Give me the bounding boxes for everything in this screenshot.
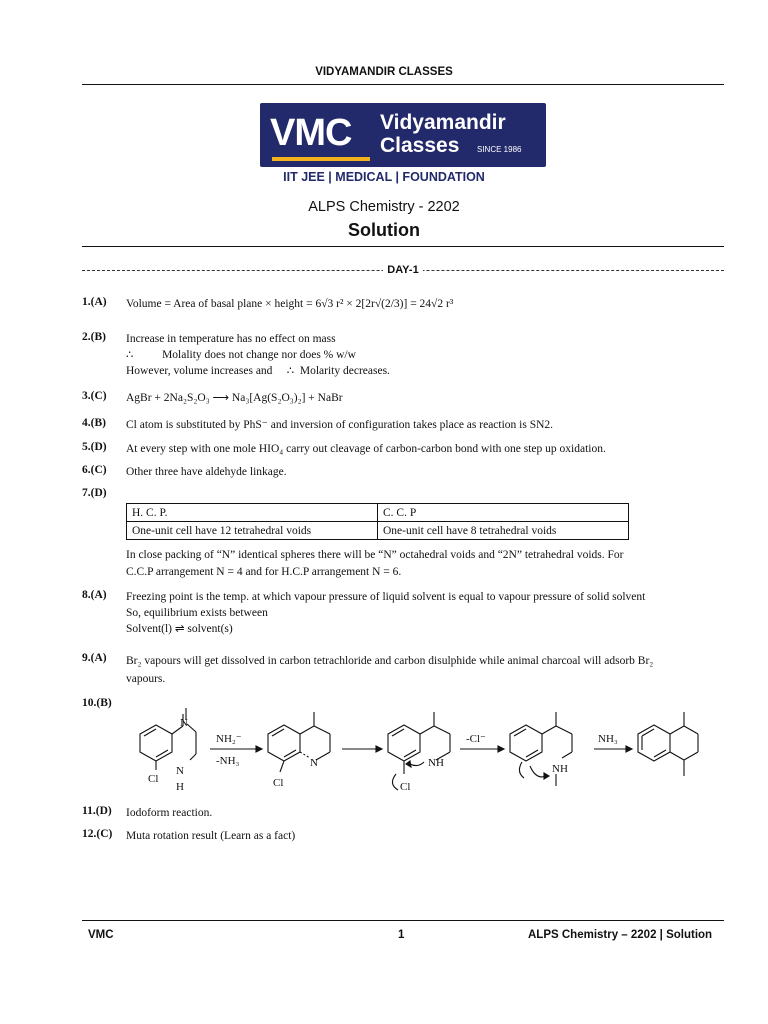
benzene-ring-1 [140,725,172,761]
answer-text: Muta rotation result (Learn as a fact) [126,830,296,842]
answer-number: 12.(C) [82,828,113,840]
answer-number: 10.(B) [82,697,112,709]
table-header-hcp: H. C. P. [127,504,378,522]
page-number: 1 [398,929,405,941]
answer-text: Volume = Area of basal plane × height = 6√3 r² × 2[2r√(2/3)] = 24√2 r³ [126,298,454,310]
answer-text: Cl atom is substituted by PhS⁻ and inversion of configuration takes place as reaction is SN2. [126,419,554,431]
nh-label-3: NH [428,757,444,769]
footer-rule [82,920,724,921]
header-rule [82,84,724,85]
chloro-label-2: Cl [273,777,284,789]
logo-mark: VMC [270,112,352,154]
footer-left: VMC [88,929,114,941]
chloro-label-1: Cl [148,773,159,785]
answer-number: 3.(C) [82,390,107,402]
table-cell-ccp: One-unit cell have 8 tetrahedral voids [378,522,629,540]
header-title: VIDYAMANDIR CLASSES [315,66,453,78]
reaction-scheme [118,704,718,804]
reagent-nh2: NH₂⁻ [216,733,242,745]
nh-label-4: NH [552,763,568,775]
answer-number: 8.(A) [82,589,107,601]
packing-table [126,503,629,540]
reagent-nh3: NH₃ [598,733,618,745]
logo-since: SINCE 1986 [477,145,522,154]
nh-label-1: N [176,765,184,777]
answer-number: 6.(C) [82,464,107,476]
answer-number: 2.(B) [82,331,106,343]
logo-name-line1: Vidyamandir [380,111,506,134]
answer-line: However, volume increases and ∴ Molarity decreases. [126,365,390,377]
answer-line: vapours. [126,673,166,685]
n-label-1: N [180,717,188,729]
benzene-ring-3 [388,725,420,761]
answer-line: ∴ Molality does not change nor does % w/w [126,349,356,361]
table-header-ccp: C. C. P [378,504,629,522]
title-rule [82,246,724,247]
reagent-minus-nh3: -NH₃ [216,755,240,767]
benzene-ring-4 [510,725,542,761]
answer-number: 11.(D) [82,805,112,817]
reagent-minus-cl: -Cl⁻ [466,733,486,745]
answer-text: Iodoform reaction. [126,807,213,819]
logo-accent-bar [272,157,370,161]
answer-number: 7.(D) [82,487,107,499]
table-cell-hcp: One-unit cell have 12 tetrahedral voids [127,522,378,540]
answer-number: 5.(D) [82,441,107,453]
answer-number: 1.(A) [82,296,107,308]
answer-line: Solvent(l) ⇌ solvent(s) [126,623,233,635]
document-subtitle: Solution [348,220,420,240]
h-label-1: H [176,781,184,793]
answer-text: AgBr + 2Na₂S₂O₃ ⟶ Na₃[Ag(S₂O₃)₂] + NaBr [126,392,343,404]
answer-number: 9.(A) [82,652,107,664]
benzene-ring-5 [638,725,670,761]
chloro-label-3: Cl [400,781,411,793]
n-minus-label: N [310,757,318,769]
answer-line: So, equilibrium exists between [126,607,268,619]
logo-name-line2: Classes [380,134,460,157]
benzene-ring-2 [268,725,300,761]
packing-note: In close packing of “N” identical spheres there will be “N” octahedral voids and “2N” tetrahedral voids. For C.C.P arrangement N = 4 and for H.C.P arrangement N = 6. [126,549,624,578]
logo-tagline: IIT JEE | MEDICAL | FOUNDATION [283,170,485,184]
section-divider [82,264,724,278]
answer-line: Freezing point is the temp. at which vapour pressure of liquid solvent is equal to vapour pressure of solid solvent [126,591,646,603]
vmc-logo [260,103,546,167]
answer-number: 4.(B) [82,417,106,429]
answer-line: Increase in temperature has no effect on mass [126,333,336,345]
answer-text: At every step with one mole HIO₄ carry out cleavage of carbon-carbon bond with one step up oxidation. [126,443,606,455]
section-label: DAY-1 [383,264,422,276]
answer-text: Other three have aldehyde linkage. [126,466,287,478]
answer-line: Br₂ vapours will get dissolved in carbon tetrachloride and carbon disulphide while animal charcoal will adsorb Br₂ [126,655,654,667]
document-title: ALPS Chemistry - 2202 [308,199,460,215]
footer-right: ALPS Chemistry – 2202 | Solution [528,929,713,941]
